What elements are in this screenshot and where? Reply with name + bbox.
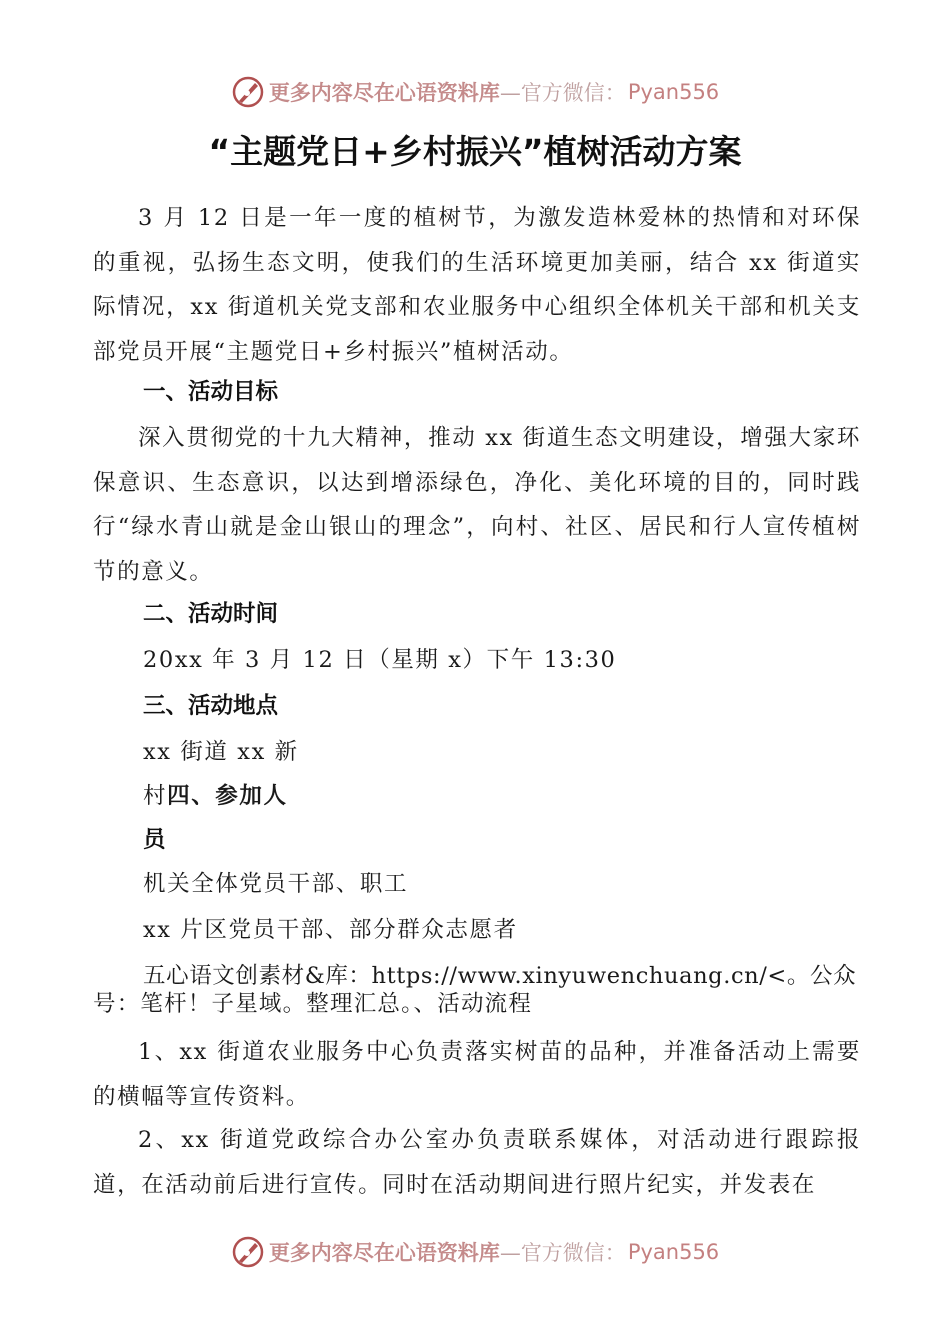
place-participants-line [143,774,288,818]
place-line-1: xx 街道 xx 新 [143,739,299,765]
time-heading: 二、活动时间 [143,601,279,627]
participant-1: 机关全体党员干部、职工 [143,871,409,897]
pen-circle-logo-icon [231,1235,265,1269]
step-1: 1、xx 街道农业服务中心负责落实树苗的品种，并准备活动上需要的横幅等宣传资料。 [93,1039,861,1110]
goal-heading: 一、活动目标 [143,379,279,405]
participants-heading-end: 员 [143,827,166,853]
process-line-2: 号：笔杆！子星域。整理汇总。、活动流程 [93,991,533,1017]
watermark-main: 更多内容尽在心语资料库 [268,81,500,105]
participant-2: xx 片区党员干部、部分群众志愿者 [143,917,518,943]
step-2: 2、xx 街道党政综合办公室办负责联系媒体，对活动进行跟踪报道，在活动前后进行宣传。同时在活动期间进行照片纪实，并发表在 [93,1127,861,1198]
footer-watermark [0,1232,950,1272]
watermark-id: Pyan556 [627,80,720,104]
pen-circle-logo-icon [231,75,265,109]
goal-paragraph: 深入贯彻党的十九大精神，推动 xx 街道生态文明建设，增强大家环保意识、生态意识，以达到增添绿色，净化、美化环境的目的，同时践行“绿水青山就是金山银山的理念”，向村、社区、居民和行人宣传植树节的意义。 [93,425,861,585]
page-title: “主题党日+乡村振兴”植树活动方案 [208,132,742,171]
intro-paragraph: 3 月 12 日是一年一度的植树节，为激发造林爱林的热情和对环保的重视，弘扬生态文明，使我们的生活环境更加美丽，结合 xx 街道实际情况，xx 街道机关党支部和农业服务中心组织全体机关干部和机关支部党员开展“主题党日+乡村振兴”植树活动。 [93,205,861,365]
process-line-1: 五心语文创素材&库：https://www.xinyuwenchuang.cn/<。公众 [143,963,857,989]
watermark-sub: —官方微信： [499,81,626,105]
header-watermark [0,72,950,112]
watermark-main: 更多内容尽在心语资料库 [268,1241,500,1265]
watermark-sub: —官方微信： [499,1241,626,1265]
watermark-id: Pyan556 [627,1240,720,1264]
place-line-2: 村 [143,783,168,809]
time-text: 20xx 年 3 月 12 日（星期 x）下午 13:30 [143,647,617,673]
participants-heading: 四、参加人 [167,783,288,809]
place-heading: 三、活动地点 [143,693,279,719]
